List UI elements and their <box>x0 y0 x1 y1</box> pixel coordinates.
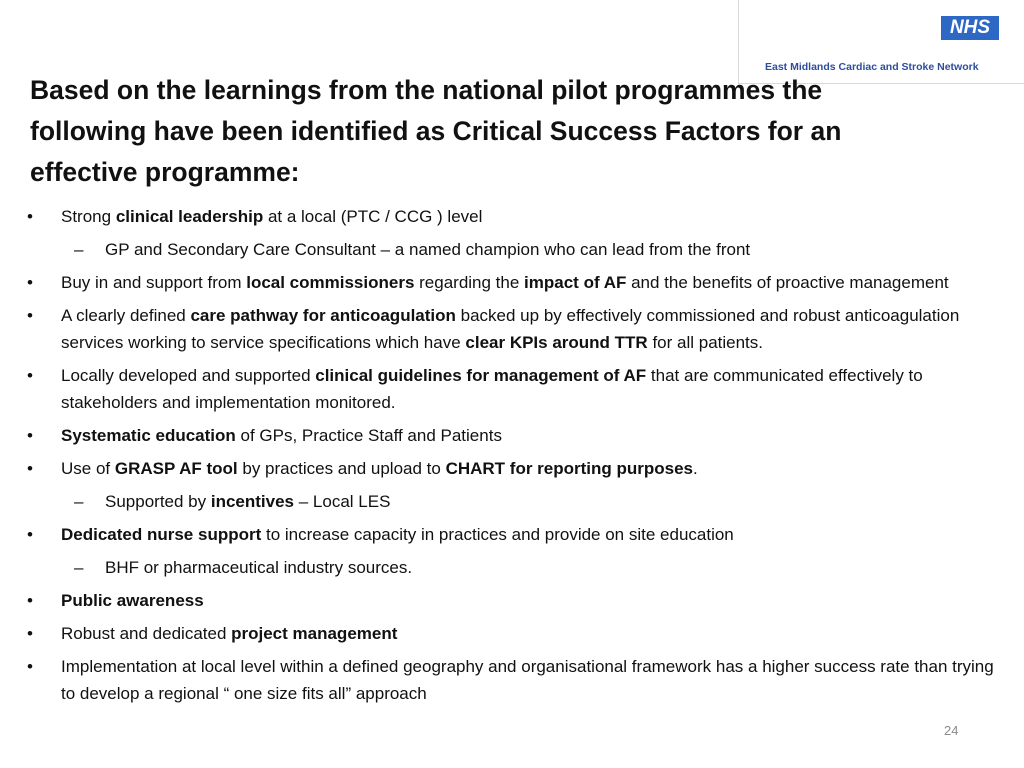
nhs-logo: NHS <box>941 16 999 40</box>
dash-marker: – <box>74 558 84 577</box>
emphasis-text: local commissioners <box>246 273 415 292</box>
page-number: 24 <box>944 723 959 738</box>
bullet-item <box>0 653 1000 707</box>
bullet-item <box>0 620 1000 647</box>
emphasis-text: project management <box>231 624 398 643</box>
item-text: at a local (PTC / CCG ) level <box>263 207 483 226</box>
item-text: – Local LES <box>294 492 391 511</box>
sub-bullet-item <box>0 554 1000 581</box>
bullet-marker: • <box>27 624 33 643</box>
bullet-marker: • <box>27 273 33 292</box>
sub-bullet-item <box>0 488 1000 515</box>
emphasis-text: clinical leadership <box>115 207 264 226</box>
emphasis-text: Public awareness <box>61 591 204 610</box>
item-text: Buy in and support from <box>61 273 247 292</box>
emphasis-text: CHART for reporting purposes <box>445 459 694 478</box>
emphasis-text: Systematic education <box>61 426 236 445</box>
item-text: and the benefits of proactive management <box>626 273 949 292</box>
bullet-marker: • <box>27 306 33 325</box>
item-text: Robust and dedicated <box>61 624 232 643</box>
item-text: Use of <box>61 459 115 478</box>
bullet-item <box>0 455 1000 482</box>
emphasis-text: Dedicated nurse support <box>61 525 262 544</box>
emphasis-text: care pathway for anticoagulation <box>190 306 456 325</box>
item-text: to increase capacity in practices and provide on site education <box>261 525 734 544</box>
item-text: Strong <box>61 207 116 226</box>
item-text: that are communicated effectively to stakeholders and implementation monitored. <box>61 366 923 412</box>
emphasis-text: clear KPIs around TTR <box>465 333 648 352</box>
item-text: GP and Secondary Care Consultant – a named champion who can lead from the front <box>105 240 751 259</box>
bullet-item <box>0 587 1000 614</box>
bullet-list <box>0 203 1000 713</box>
emphasis-text: clinical guidelines for management of AF <box>315 366 647 385</box>
bullet-marker: • <box>27 459 33 478</box>
item-text: for all patients. <box>647 333 763 352</box>
item-text: of GPs, Practice Staff and Patients <box>235 426 502 445</box>
dash-marker: – <box>74 492 84 511</box>
item-text: . <box>693 459 698 478</box>
item-text: backed up by effectively commissioned and robust anticoagulation services working to service specifications which have <box>61 306 960 352</box>
dash-marker: – <box>74 240 84 259</box>
bullet-marker: • <box>27 591 33 610</box>
item-text: BHF or pharmaceutical industry sources. <box>105 558 413 577</box>
bullet-item <box>0 269 1000 296</box>
item-text: by practices and upload to <box>237 459 446 478</box>
slide-title: Based on the learnings from the national pilot programmes the following have been identified as Critical Success Factors for an effective programme: <box>30 75 842 187</box>
bullet-item <box>0 302 1000 356</box>
bullet-marker: • <box>27 657 33 676</box>
bullet-item <box>0 422 1000 449</box>
emphasis-text: incentives <box>210 492 295 511</box>
bullet-marker: • <box>27 366 33 385</box>
bullet-marker: • <box>27 426 33 445</box>
item-text: regarding the <box>414 273 525 292</box>
network-name: East Midlands Cardiac and Stroke Network <box>765 61 979 73</box>
item-text: A clearly defined <box>61 306 191 325</box>
item-text: Implementation at local level within a defined geography and organisational framework has a higher success rate than trying to develop a regional “ one size fits all” approach <box>61 657 994 703</box>
bullet-item <box>0 521 1000 548</box>
sub-bullet-item <box>0 236 1000 263</box>
emphasis-text: impact of AF <box>524 273 627 292</box>
bullet-item <box>0 203 1000 230</box>
item-text: Supported by <box>105 492 211 511</box>
emphasis-text: GRASP AF tool <box>114 459 238 478</box>
item-text: Locally developed and supported <box>61 366 316 385</box>
bullet-marker: • <box>27 207 33 226</box>
bullet-marker: • <box>27 525 33 544</box>
bullet-item <box>0 362 1000 416</box>
